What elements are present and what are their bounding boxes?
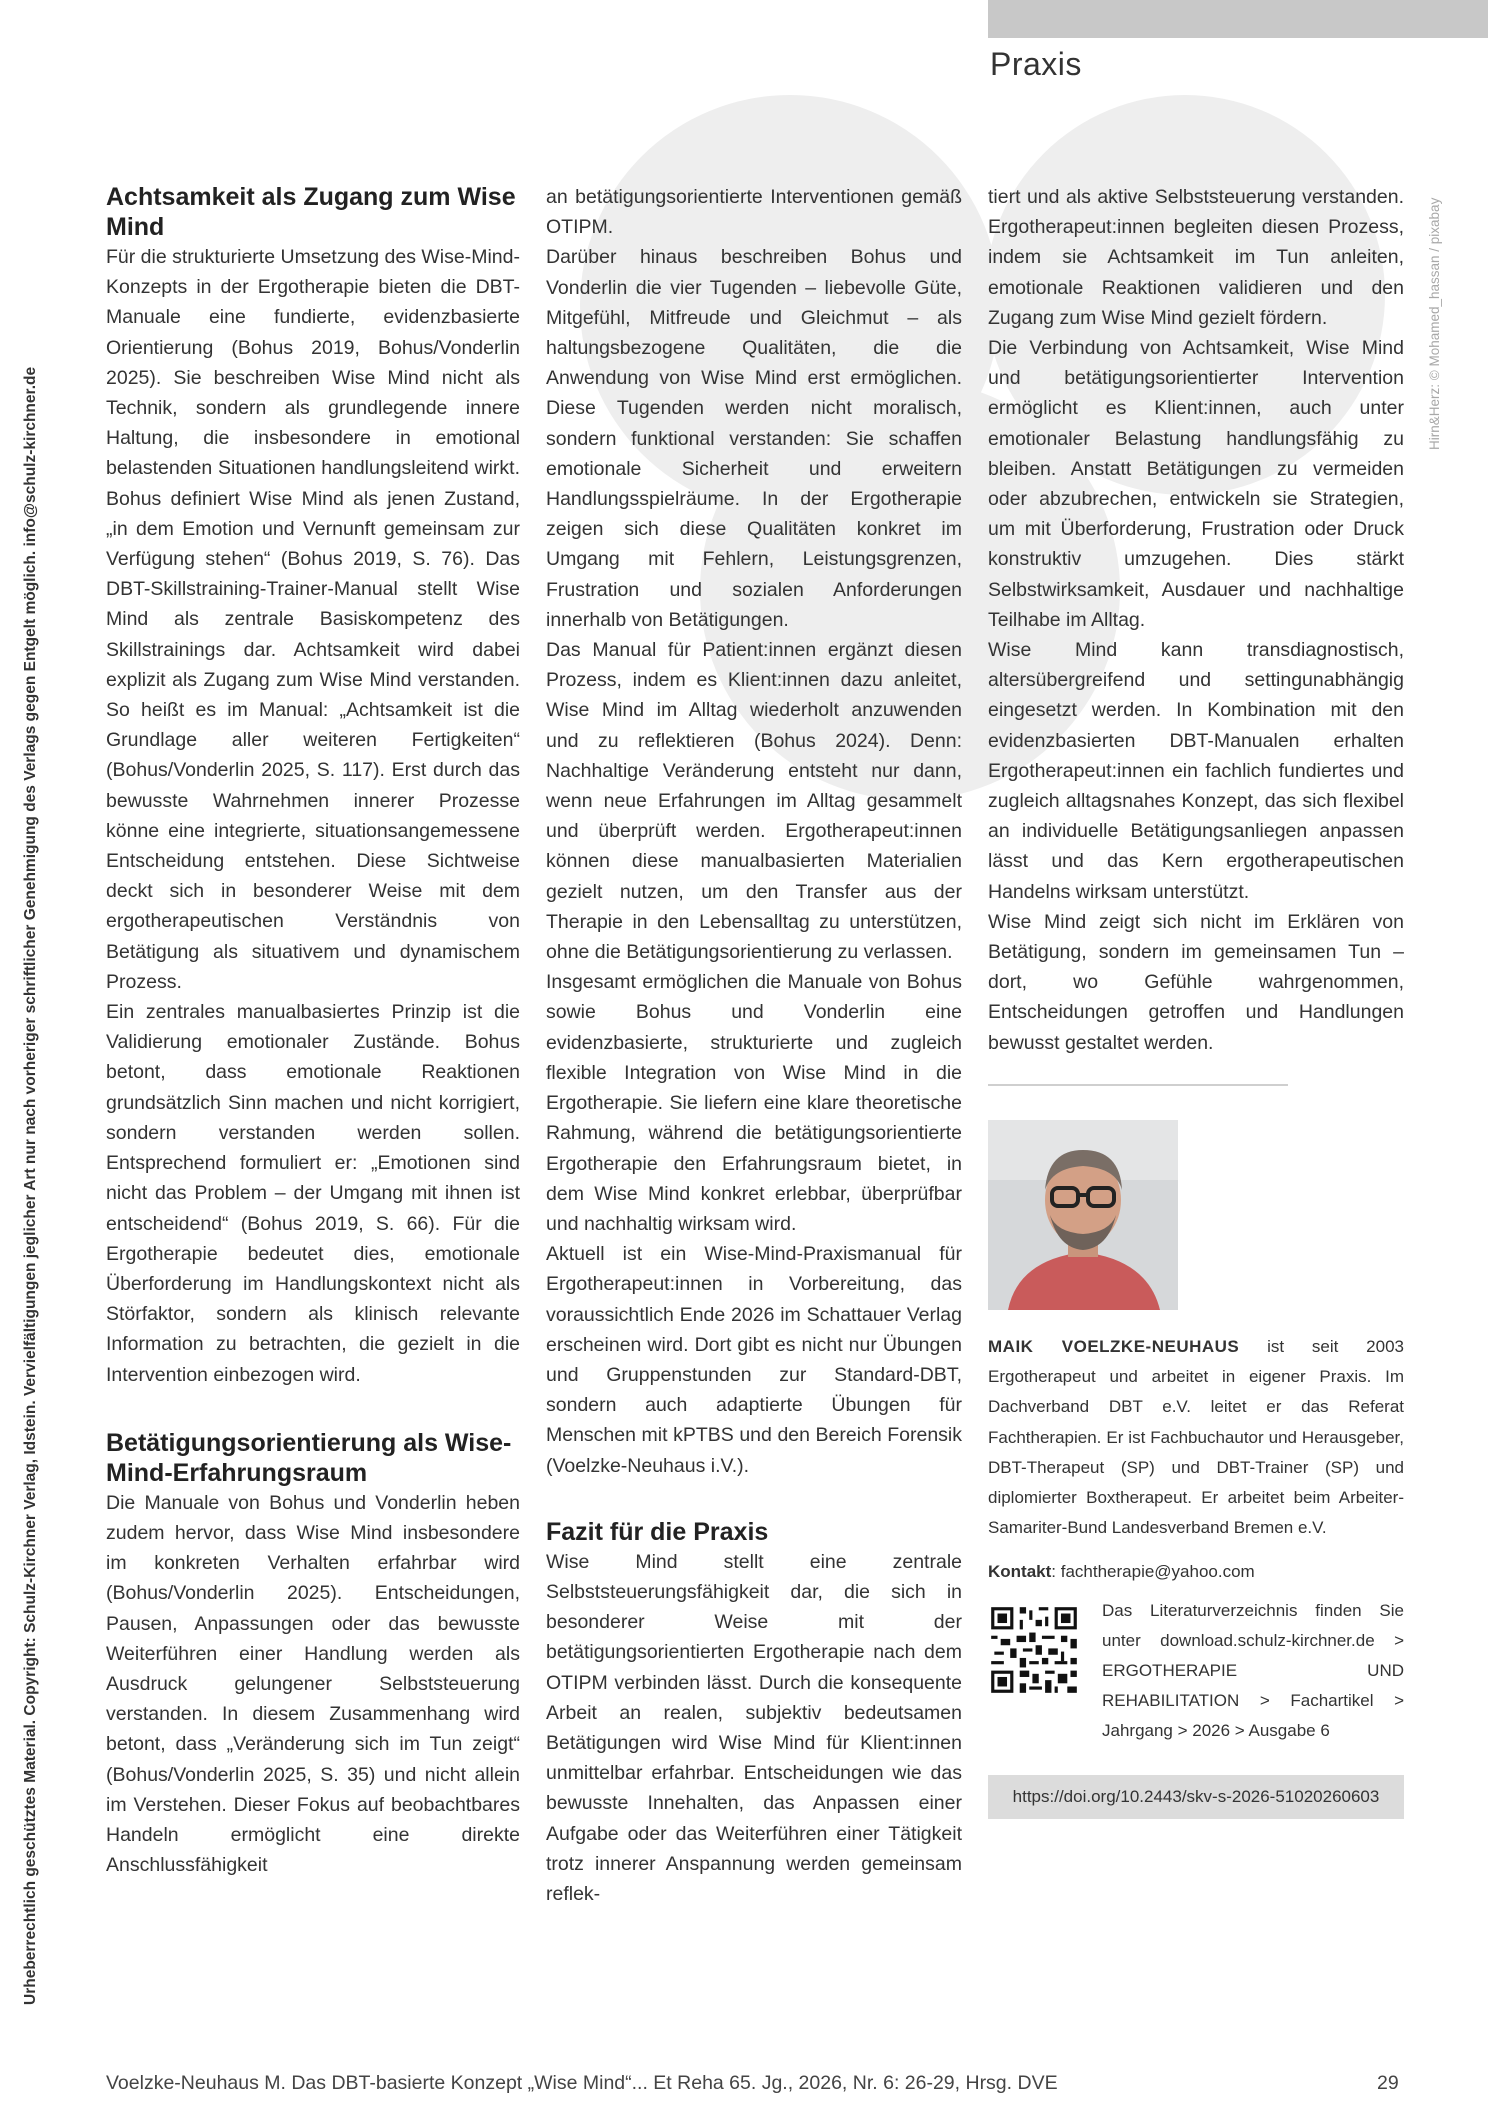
paragraph: Ein zentrales manualbasiertes Prinzip ist die Validierung emotionaler Zustände. Bohus betont, dass emotionale Reaktionen grundsätzlich Sinn machen und nicht korrigiert, sondern verstanden werden sollen. Entsprechend formuliert er: „Emotionen sind nicht das Problem – der Umgang mit ihnen ist entscheidend“ (Bohus 2019, S. 66). Für die Ergotherapie bedeutet dies, emotionale Überforderung im Handlungskontext nicht als Störfaktor, sondern als klinisch relevante Information zu betrachten, die gezielt in die Intervention einbezogen wird. [106,1001,520,1386]
heading-betaetigungsorientierung: Betätigungsorientierung als Wise-Mind-Erfahrungsraum [106,1428,512,1487]
paragraph: Das Manual für Patient:innen ergänzt diesen Prozess, indem es Klient:innen dazu anleitet, Wise Mind im Alltag wiederholt anzuwenden und zu reflektieren (Bohus 2024). Denn: Nachhaltige Veränderung entsteht nur dann, wenn neue Erfahrungen im Alltag gesammelt und überprüft werden. Ergotherapeut:innen können diese manualbasierten Materialien gezielt nutzen, um den Transfer aus der Therapie in den Lebensalltag zu unterstützen, ohne die Betätigungsorientierung zu verlassen. [546,639,962,964]
paragraph: Wise Mind kann transdiagnostisch, altersübergreifend und settingunabhängig eingesetzt werden. In Kombination mit den evidenzbasierten DBT-Manualen erhalten Ergotherapeut:innen ein fachlich fundiertes und zugleich alltagsnahes Konzept, das sich flexibel an individuelle Betätigungsanliegen anpassen lässt und das Kern ergotherapeutischen Handelns wirksam unterstützt. [988,639,1404,903]
image-credit: Hirn&Herz: © Mohamed_hassan / pixabay [1427,197,1442,450]
section-label: Praxis [990,46,1082,82]
contact-email[interactable]: : fachtherapie@yahoo.com [1051,1562,1255,1582]
author-divider [988,1084,1288,1086]
contact-label: Kontakt [988,1562,1052,1582]
copyright-notice: Urheberrechtlich geschütztes Material. Copyright: Schulz-Kirchner Verlag, Idstein. Vervielfältigungen jeglicher Art nur nach vorheriger schriftlicher Genehmigung des Verlags gegen Entgelt möglich. info@schulz-kirchner.de [22,366,39,2005]
header-bar [988,0,1488,38]
paragraph: tiert und als aktive Selbststeuerung verstanden. Ergotherapeut:innen begleiten diesen Prozess, indem sie Achtsamkeit im Tun anleiten, emotionale Reaktionen validieren und den Zugang zum Wise Mind gezielt fördern. [988,186,1404,329]
heading-fazit: Fazit für die Praxis [546,1517,769,1546]
doi-link[interactable]: https://doi.org/10.2443/skv-s-2026-51020260603 [988,1775,1404,1819]
author-bio-text: ist seit 2003 Ergotherapeut und arbeitet in eigener Praxis. Im Dachverband DBT e.V. leitet er das Referat Fachtherapien. Er ist Fachbuchautor und Herausgeber, DBT-Therapeut (SP) und DBT-Trainer (SP) und diplomierter Boxtherapeut. Er arbeitet beim Arbeiter-Samariter-Bund Landesverband Bremen e.V. [988,1336,1404,1538]
paragraph: Die Verbindung von Achtsamkeit, Wise Mind und betätigungsorientierter Intervention ermöglicht es Klient:innen, auch unter emotionaler Belastung handlungsfähig zu bleiben. Anstatt Betätigungen zu vermeiden oder abzubrechen, entwickeln sie Strategien, um mit Überforderung, Frustration oder Druck konstruktiv umzugehen. Dies stärkt Selbstwirksamkeit, Ausdauer und nachhaltige Teilhabe im Alltag. [988,337,1404,631]
literature-note: Das Literaturverzeichnis finden Sie unter download.schulz-kirchner.de > ERGOTHERAPIE UND REHABILITATION > Fachartikel > Jahrgang > 2026 > Ausgabe 6 [1102,1600,1404,1741]
paragraph: Insgesamt ermöglichen die Manuale von Bohus sowie Bohus und Vonderlin eine evidenzbasierte, strukturierte und zugleich flexible Integration von Wise Mind in die Ergotherapie. Sie liefern eine klare theoretische Rahmung, während die betätigungsorientierte Ergotherapie den Erfahrungsraum bietet, in dem Wise Mind konkret erlebbar, überprüfbar und nachhaltig wirksam wird. [546,971,962,1235]
author-contact [988,1557,1404,1587]
heading-achtsamkeit: Achtsamkeit als Zugang zum Wise Mind [106,183,516,241]
page-number: 29 [1377,2072,1399,2094]
paragraph: Aktuell ist ein Wise-Mind-Praxismanual für Ergotherapeut:innen in Vorbereitung, das voraussichtlich Ende 2026 im Schattauer Verlag erscheinen wird. Dort gibt es nicht nur Übungen und Gruppenstunden zur Standard-DBT, sondern auch adaptierte Übungen für Menschen mit kPTBS und den Bereich Forensik (Voelzke-Neuhaus i.V.). [546,1243,962,1477]
paragraph: an betätigungsorientierte Interventionen gemäß OTIPM. [546,186,962,239]
column-2 [546,182,962,1909]
column-1 [106,182,520,1880]
footer-citation: Voelzke-Neuhaus M. Das DBT-basierte Konzept „Wise Mind“... Et Reha 65. Jg., 2026, Nr. 6: 26-29, Hrsg. DVE [106,2072,1058,2094]
author-photo [988,1120,1178,1310]
author-bio [988,1332,1404,1543]
literature-box [988,1596,1404,1747]
paragraph: Die Manuale von Bohus und Vonderlin heben zudem hervor, dass Wise Mind insbesondere im konkreten Verhalten erfahrbar wird (Bohus/Vonderlin 2025). Entscheidungen, Pausen, Anpassungen oder das bewusste Weiterführen einer Handlung werden als Ausdruck gelungener Selbststeuerung verstanden. In diesem Zusammenhang wird betont, dass „Veränderung sich im Tun zeigt“ (Bohus/Vonderlin 2025, S. 35) und nicht allein im Verstehen. Dieser Fokus auf beobachtbares Handeln ermöglicht eine direkte Anschlussfähigkeit [106,1491,520,1877]
paragraph: Darüber hinaus beschreiben Bohus und Vonderlin die vier Tugenden – liebevolle Güte, Mitgefühl, Mitfreude und Gleichmut – als haltungsbezogene Qualitäten, die die Anwendung von Wise Mind erst ermöglichen. Diese Tugenden werden nicht moralisch, sondern funktional verstanden: Sie schaffen emotionale Sicherheit und erweitern Handlungsspielräume. In der Ergotherapie zeigen sich diese Qualitäten konkret im Umgang mit Fehlern, Leistungsgrenzen, Frustration und sozialen Anforderungen innerhalb von Betätigungen. [546,246,962,631]
author-name: MAIK VOELZKE-NEUHAUS [988,1336,1240,1356]
paragraph: Für die strukturierte Umsetzung des Wise-Mind-Konzepts in der Ergotherapie bieten die DBT-Manuale eine fundierte, evidenzbasierte Orientierung (Bohus 2019, Bohus/Vonderlin 2025). Sie beschreiben Wise Mind nicht als Technik, sondern als grundlegende innere Haltung, die insbesondere in emotional belastenden Situationen handlungsleitend wirkt. Bohus definiert Wise Mind als jenen Zustand, „in dem Emotion und Vernunft gemeinsam zur Verfügung stehen“ (Bohus 2019, S. 76). Das DBT-Skillstraining-Trainer-Manual stellt Wise Mind als zentrale Basiskompetenz des Skillstrainings dar. Achtsamkeit wird dabei explizit als Zugang zum Wise Mind verstanden. So heißt es im Manual: „Achtsamkeit ist die Grundlage aller weiteren Fertigkeiten“ (Bohus/Vonderlin 2025, S. 117). Erst durch das bewusste Wahrnehmen innerer Prozesse könne eine integrierte, situationsangemessene Entscheidung entstehen. Diese Sichtweise deckt sich in besonderer Weise mit dem ergotherapeutischen Verständnis von Betätigung als situativem und dynamischem Prozess. [106,246,520,993]
paragraph: Wise Mind stellt eine zentrale Selbststeuerungsfähigkeit dar, die sich in besonderer Weise mit der betätigungsorientierten Ergotherapie nach dem OTIPM verbinden lässt. Durch die konsequente Arbeit an realen, subjektiv bedeutsamen Betätigungen wird Wise Mind für Klient:innen unmittelbar erfahrbar. Entscheidungen wie das bewusste Innehalten, das Anpassen einer Aufgabe oder das Weiterführen einer Tätigkeit trotz innerer Anspannung werden gemeinsam reflek- [546,1550,962,1905]
author-portrait-icon [988,1120,1178,1310]
column-3 [988,182,1404,1819]
paragraph: Wise Mind zeigt sich nicht im Erklären von Betätigung, sondern im gemeinsamen Tun – dort, wo Gefühle wahrgenommen, Entscheidungen getroffen und Handlungen bewusst gestaltet werden. [988,910,1404,1054]
qr-code-icon[interactable] [988,1604,1080,1696]
